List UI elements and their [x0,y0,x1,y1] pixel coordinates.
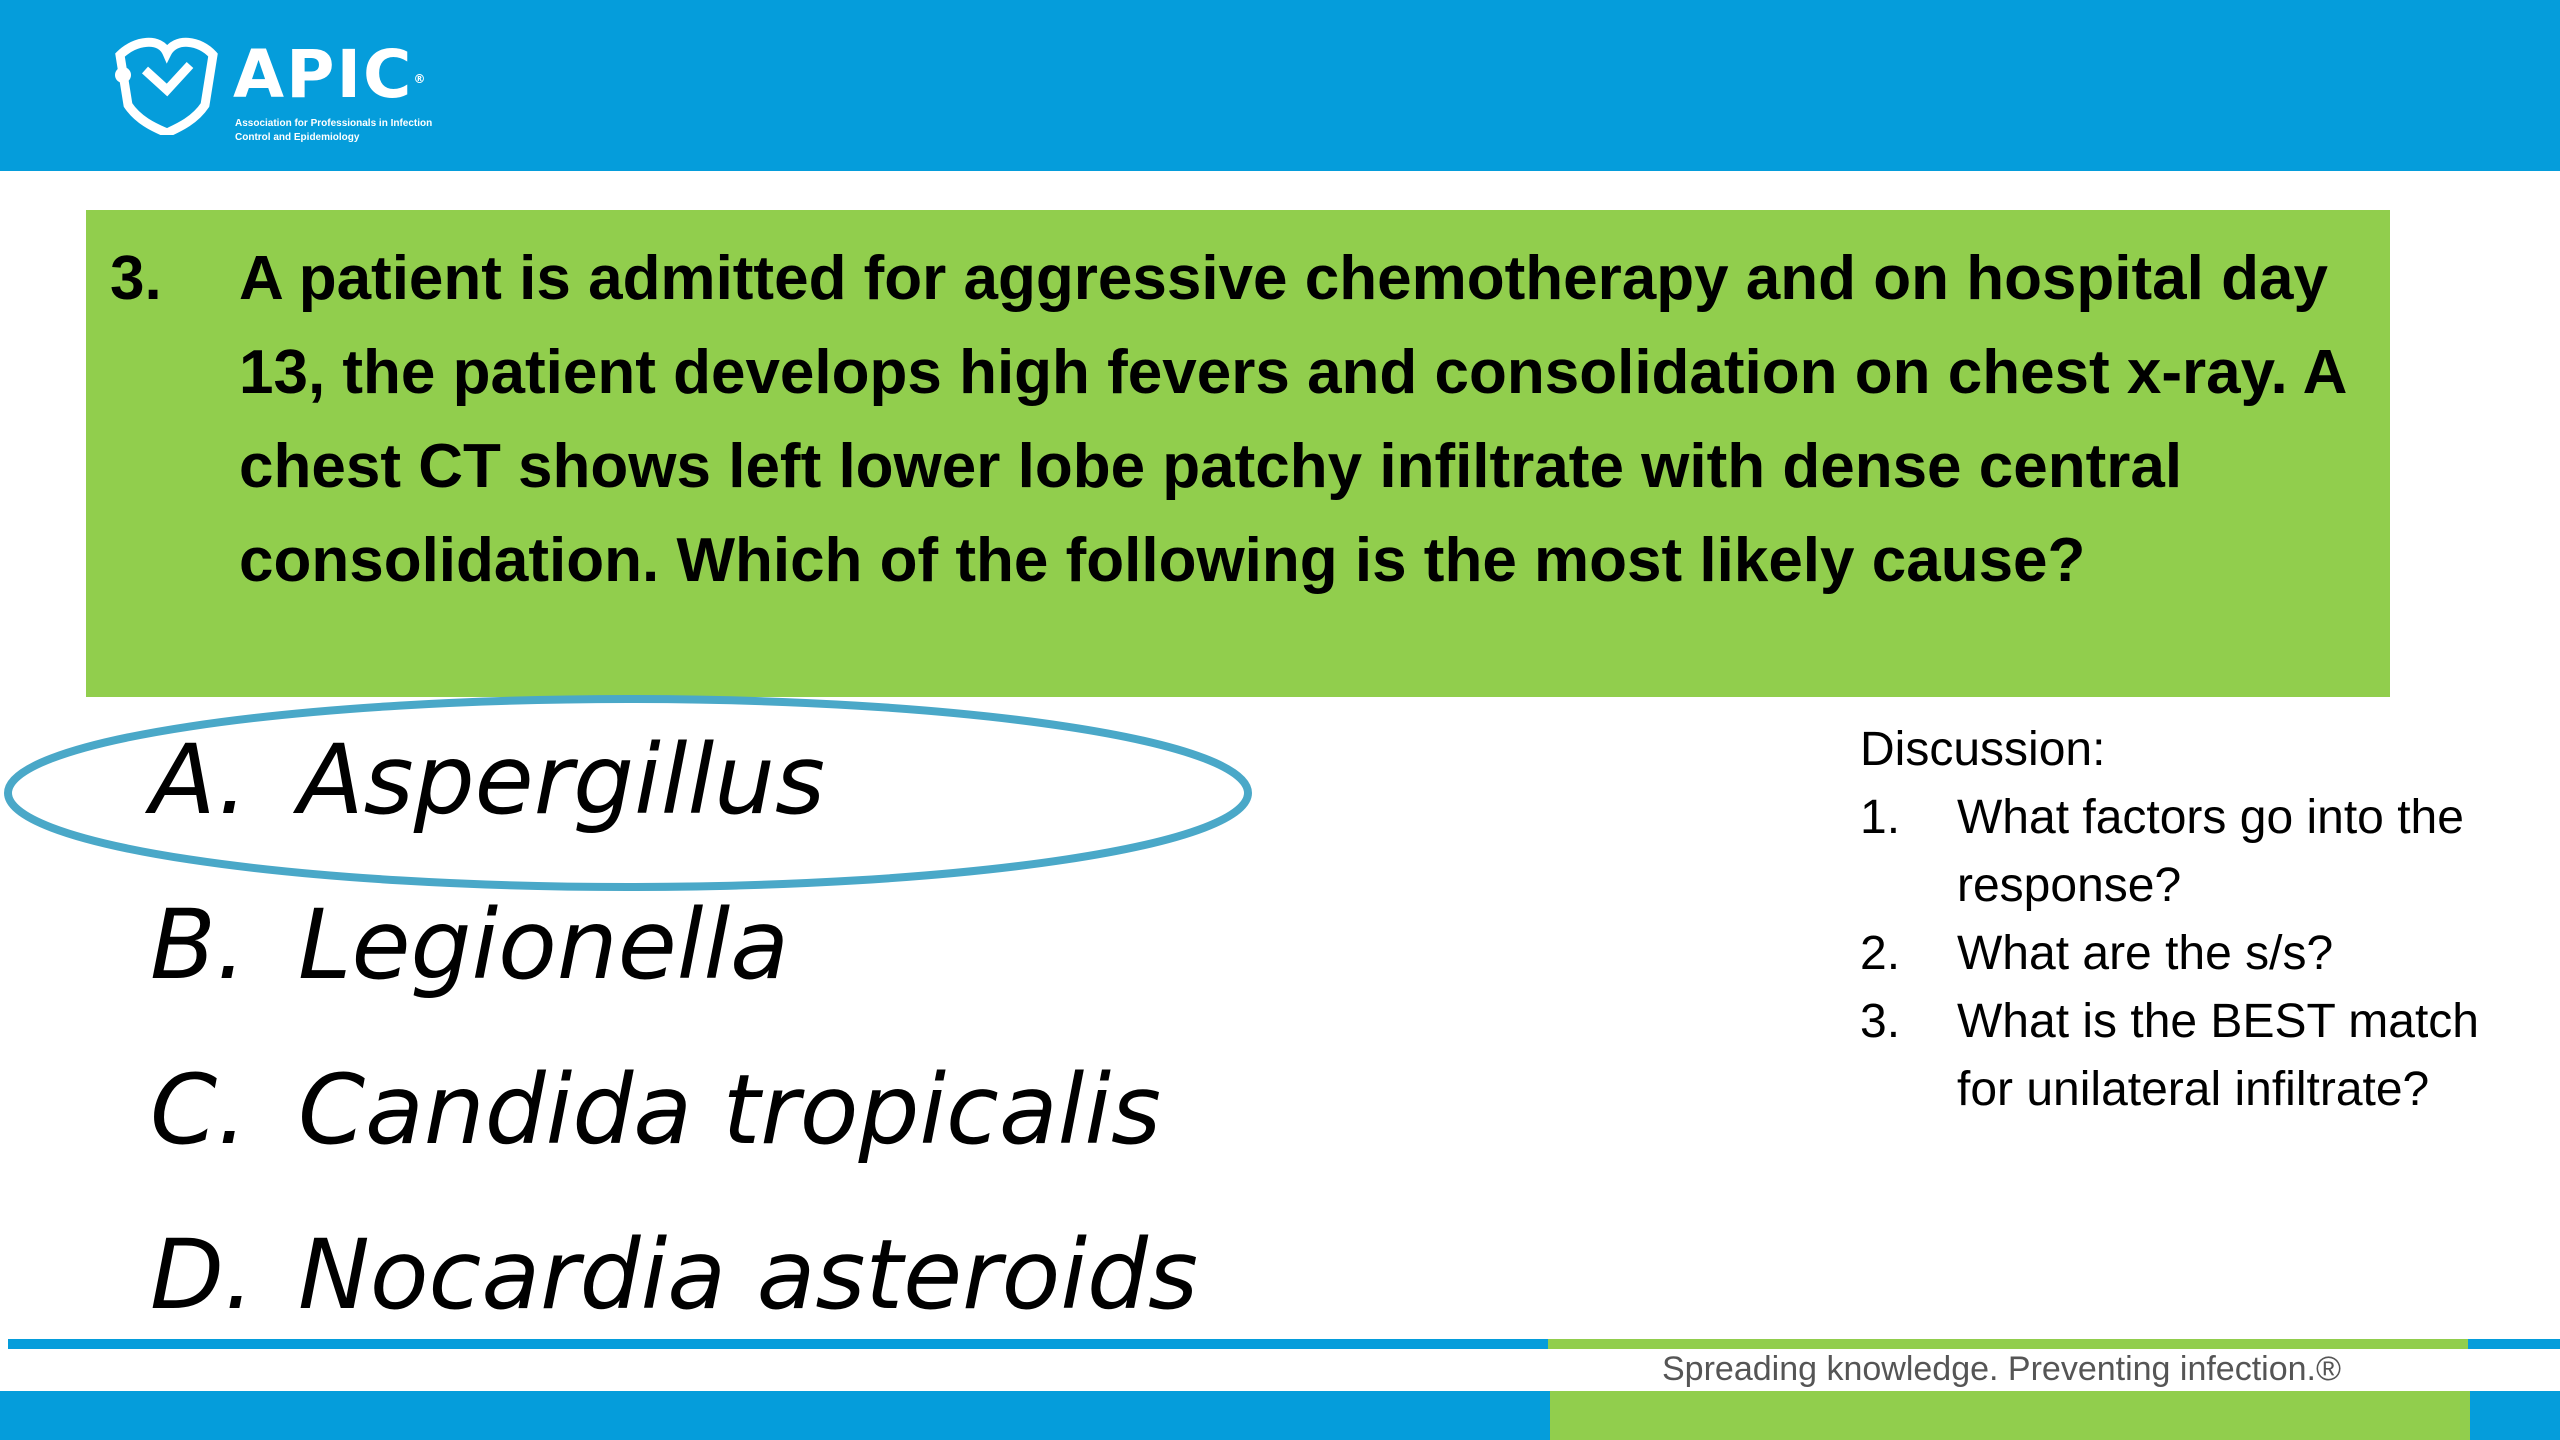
header-bar [0,0,2560,171]
apic-shield-icon [105,35,225,135]
footer-bar-green [1550,1391,2470,1440]
discussion-item-text: What factors go into the response? [1957,791,2464,912]
logo-wordmark: APIC® [233,36,428,113]
answer-text: Nocardia asteroids [298,1219,1198,1331]
discussion-item-text: What are the s/s? [1957,927,2334,980]
discussion-item [1860,988,2540,1124]
answer-option-a[interactable] [150,720,825,840]
discussion-item-text: What is the BEST match for unilateral infiltrate? [1957,995,2479,1116]
answer-text: Candida tropicalis [298,1054,1162,1166]
answer-letter: A. [150,724,248,836]
answer-letter: D. [150,1219,255,1331]
footer-bar-blue [0,1391,1550,1440]
discussion-item-number: 1. [1860,791,1901,844]
answer-letter: C. [150,1054,248,1166]
discussion-item [1860,784,2540,920]
footer-rule-blue-end [2468,1339,2560,1349]
footer-tagline: Spreading knowledge. Preventing infection.® [1662,1350,2342,1388]
question-number: 3. [110,244,162,313]
answer-text: Aspergillus [298,724,825,836]
answer-option-d[interactable] [150,1215,1198,1335]
question-text: A patient is admitted for aggressive chemotherapy and on hospital day 13, the patient develops high fevers and consolidation on chest x-ray. A chest CT shows left lower lobe patchy infiltrate with dense central consolidation. Which of the following is the most likely cause? [239,244,2346,595]
answer-option-c[interactable] [150,1050,1161,1170]
discussion-item-number: 2. [1860,927,1901,980]
answer-option-b[interactable] [150,885,789,1005]
question-box [86,210,2390,697]
discussion-panel [1860,716,2540,1124]
discussion-item [1860,920,2540,988]
apic-logo [105,35,445,155]
logo-subtitle: Association for Professionals in Infection Control and Epidemiology [235,118,433,143]
footer-rule-blue [8,1339,1548,1349]
answer-letter: B. [150,889,247,1001]
discussion-item-number: 3. [1860,995,1901,1048]
answer-text: Legionella [298,889,789,1001]
footer-bar-blue-end [2470,1391,2560,1440]
discussion-heading: Discussion: [1860,723,2106,776]
